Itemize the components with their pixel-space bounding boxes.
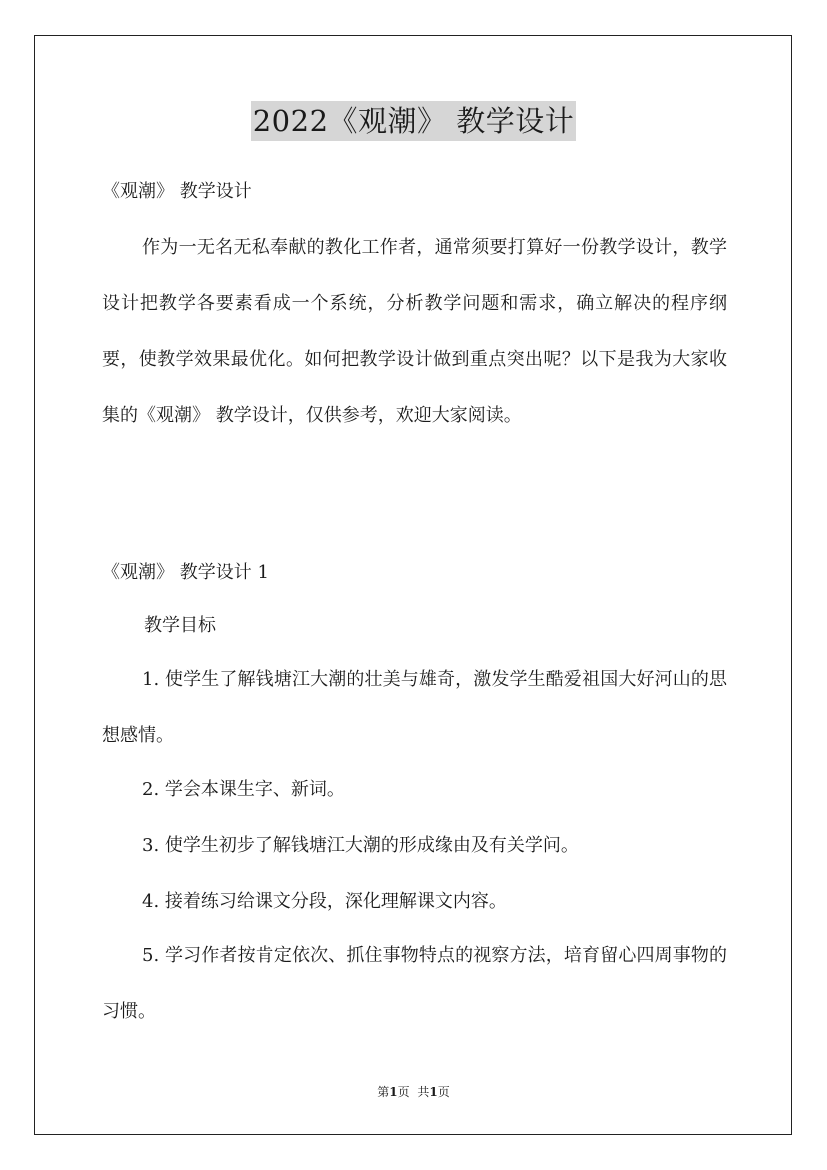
document-subtitle: 《观潮》 教学设计 bbox=[102, 181, 252, 202]
section-heading: 《观潮》 教学设计 1 bbox=[102, 562, 269, 583]
footer-total-suffix: 页 bbox=[437, 1085, 450, 1099]
footer-page-number: 1 bbox=[389, 1085, 398, 1099]
document-title: 2022《观潮》 教学设计 bbox=[251, 101, 577, 141]
objectives-label: 教学目标 bbox=[144, 615, 216, 636]
objective-item-2: 2. 学会本课生字、新词。 bbox=[142, 779, 345, 800]
footer-total-prefix: 共 bbox=[417, 1085, 430, 1099]
footer-page-prefix: 第 bbox=[377, 1085, 390, 1099]
footer-total-pages: 1 bbox=[429, 1085, 438, 1099]
objective-item-1: 1. 使学生了解钱塘江大潮的壮美与雄奇，激发学生酷爱祖国大好河山的思想感情。 bbox=[102, 669, 727, 746]
intro-paragraph: 作为一无名无私奉献的教化工作者，通常须要打算好一份教学设计，教学设计把教学各要素看成一个系统，分析教学问题和需求，确立解决的程序纲要，使教学效果最优化。如何把教学设计做到重点突出呢？以下是我为大家收集的《观潮》 教学设计，仅供参考，欢迎大家阅读。 bbox=[102, 237, 727, 426]
objective-item-4: 4. 接着练习给课文分段，深化理解课文内容。 bbox=[142, 891, 507, 912]
objective-item-3: 3. 使学生初步了解钱塘江大潮的形成缘由及有关学问。 bbox=[142, 835, 579, 856]
footer-page-suffix: 页 bbox=[397, 1085, 410, 1099]
title-container bbox=[0, 101, 827, 141]
objective-item-5: 5. 学习作者按肯定依次、抓住事物特点的视察方法，培育留心四周事物的习惯。 bbox=[102, 945, 727, 1022]
page-footer bbox=[0, 1084, 827, 1100]
